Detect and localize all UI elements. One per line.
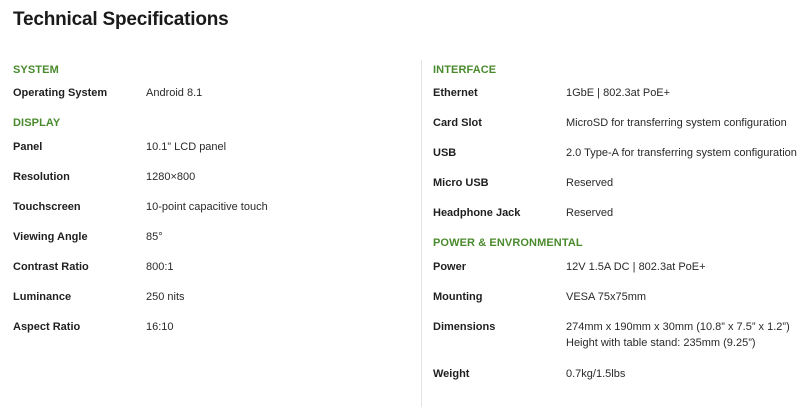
- spec-value-dimensions-line2: Height with table stand: 235mm (9.25”): [566, 337, 756, 349]
- spec-value-ethernet: 1GbE | 802.3at PoE+: [566, 87, 671, 99]
- spec-value-dimensions-line1: 274mm x 190mm x 30mm (10.8” x 7.5” x 1.2”): [566, 321, 790, 333]
- spec-value-headphone-jack: Reserved: [566, 207, 614, 219]
- spec-label-power: Power: [433, 261, 467, 273]
- spec-value-touchscreen: 10-point capacitive touch: [146, 201, 268, 213]
- spec-value-panel: 10.1” LCD panel: [146, 141, 227, 153]
- section-heading-power: POWER & ENVRONMENTAL: [433, 237, 583, 249]
- spec-label-mounting: Mounting: [433, 291, 483, 303]
- spec-value-luminance: 250 nits: [146, 291, 185, 303]
- spec-value-weight: 0.7kg/1.5lbs: [566, 368, 626, 380]
- spec-label-touchscreen: Touchscreen: [13, 201, 81, 213]
- page-title: Technical Specifications: [13, 9, 229, 30]
- spec-value-contrast-ratio: 800:1: [146, 261, 174, 273]
- spec-value-micro-usb: Reserved: [566, 177, 614, 189]
- left-column: [0, 0, 385, 407]
- spec-value-mounting: VESA 75x75mm: [566, 291, 647, 303]
- spec-value-viewing-angle: 85°: [146, 231, 163, 243]
- spec-label-dimensions: Dimensions: [433, 321, 496, 333]
- spec-label-weight: Weight: [433, 368, 470, 380]
- spec-value-card-slot: MicroSD for transferring system configuration: [566, 117, 787, 129]
- spec-label-usb: USB: [433, 147, 457, 159]
- spec-label-contrast-ratio: Contrast Ratio: [13, 261, 89, 273]
- spec-value-operating-system: Android 8.1: [146, 87, 203, 99]
- spec-value-usb: 2.0 Type-A for transferring system configuration: [566, 147, 797, 159]
- spec-value-resolution: 1280×800: [146, 171, 196, 183]
- spec-label-viewing-angle: Viewing Angle: [13, 231, 88, 243]
- section-heading-system: SYSTEM: [13, 64, 59, 76]
- spec-label-micro-usb: Micro USB: [433, 177, 489, 189]
- section-heading-interface: INTERFACE: [433, 64, 497, 76]
- spec-value-power: 12V 1.5A DC | 802.3at PoE+: [566, 261, 706, 273]
- spec-label-headphone-jack: Headphone Jack: [433, 207, 521, 219]
- spec-label-aspect-ratio: Aspect Ratio: [13, 321, 81, 333]
- spec-label-card-slot: Card Slot: [433, 117, 482, 129]
- spec-label-ethernet: Ethernet: [433, 87, 478, 99]
- spec-label-panel: Panel: [13, 141, 43, 153]
- spec-value-dimensions: [566, 319, 790, 351]
- section-heading-display: DISPLAY: [13, 117, 61, 129]
- spec-label-luminance: Luminance: [13, 291, 72, 303]
- right-column: [420, 0, 800, 407]
- spec-label-resolution: Resolution: [13, 171, 70, 183]
- spec-value-aspect-ratio: 16:10: [146, 321, 174, 333]
- spec-label-operating-system: Operating System: [13, 87, 108, 99]
